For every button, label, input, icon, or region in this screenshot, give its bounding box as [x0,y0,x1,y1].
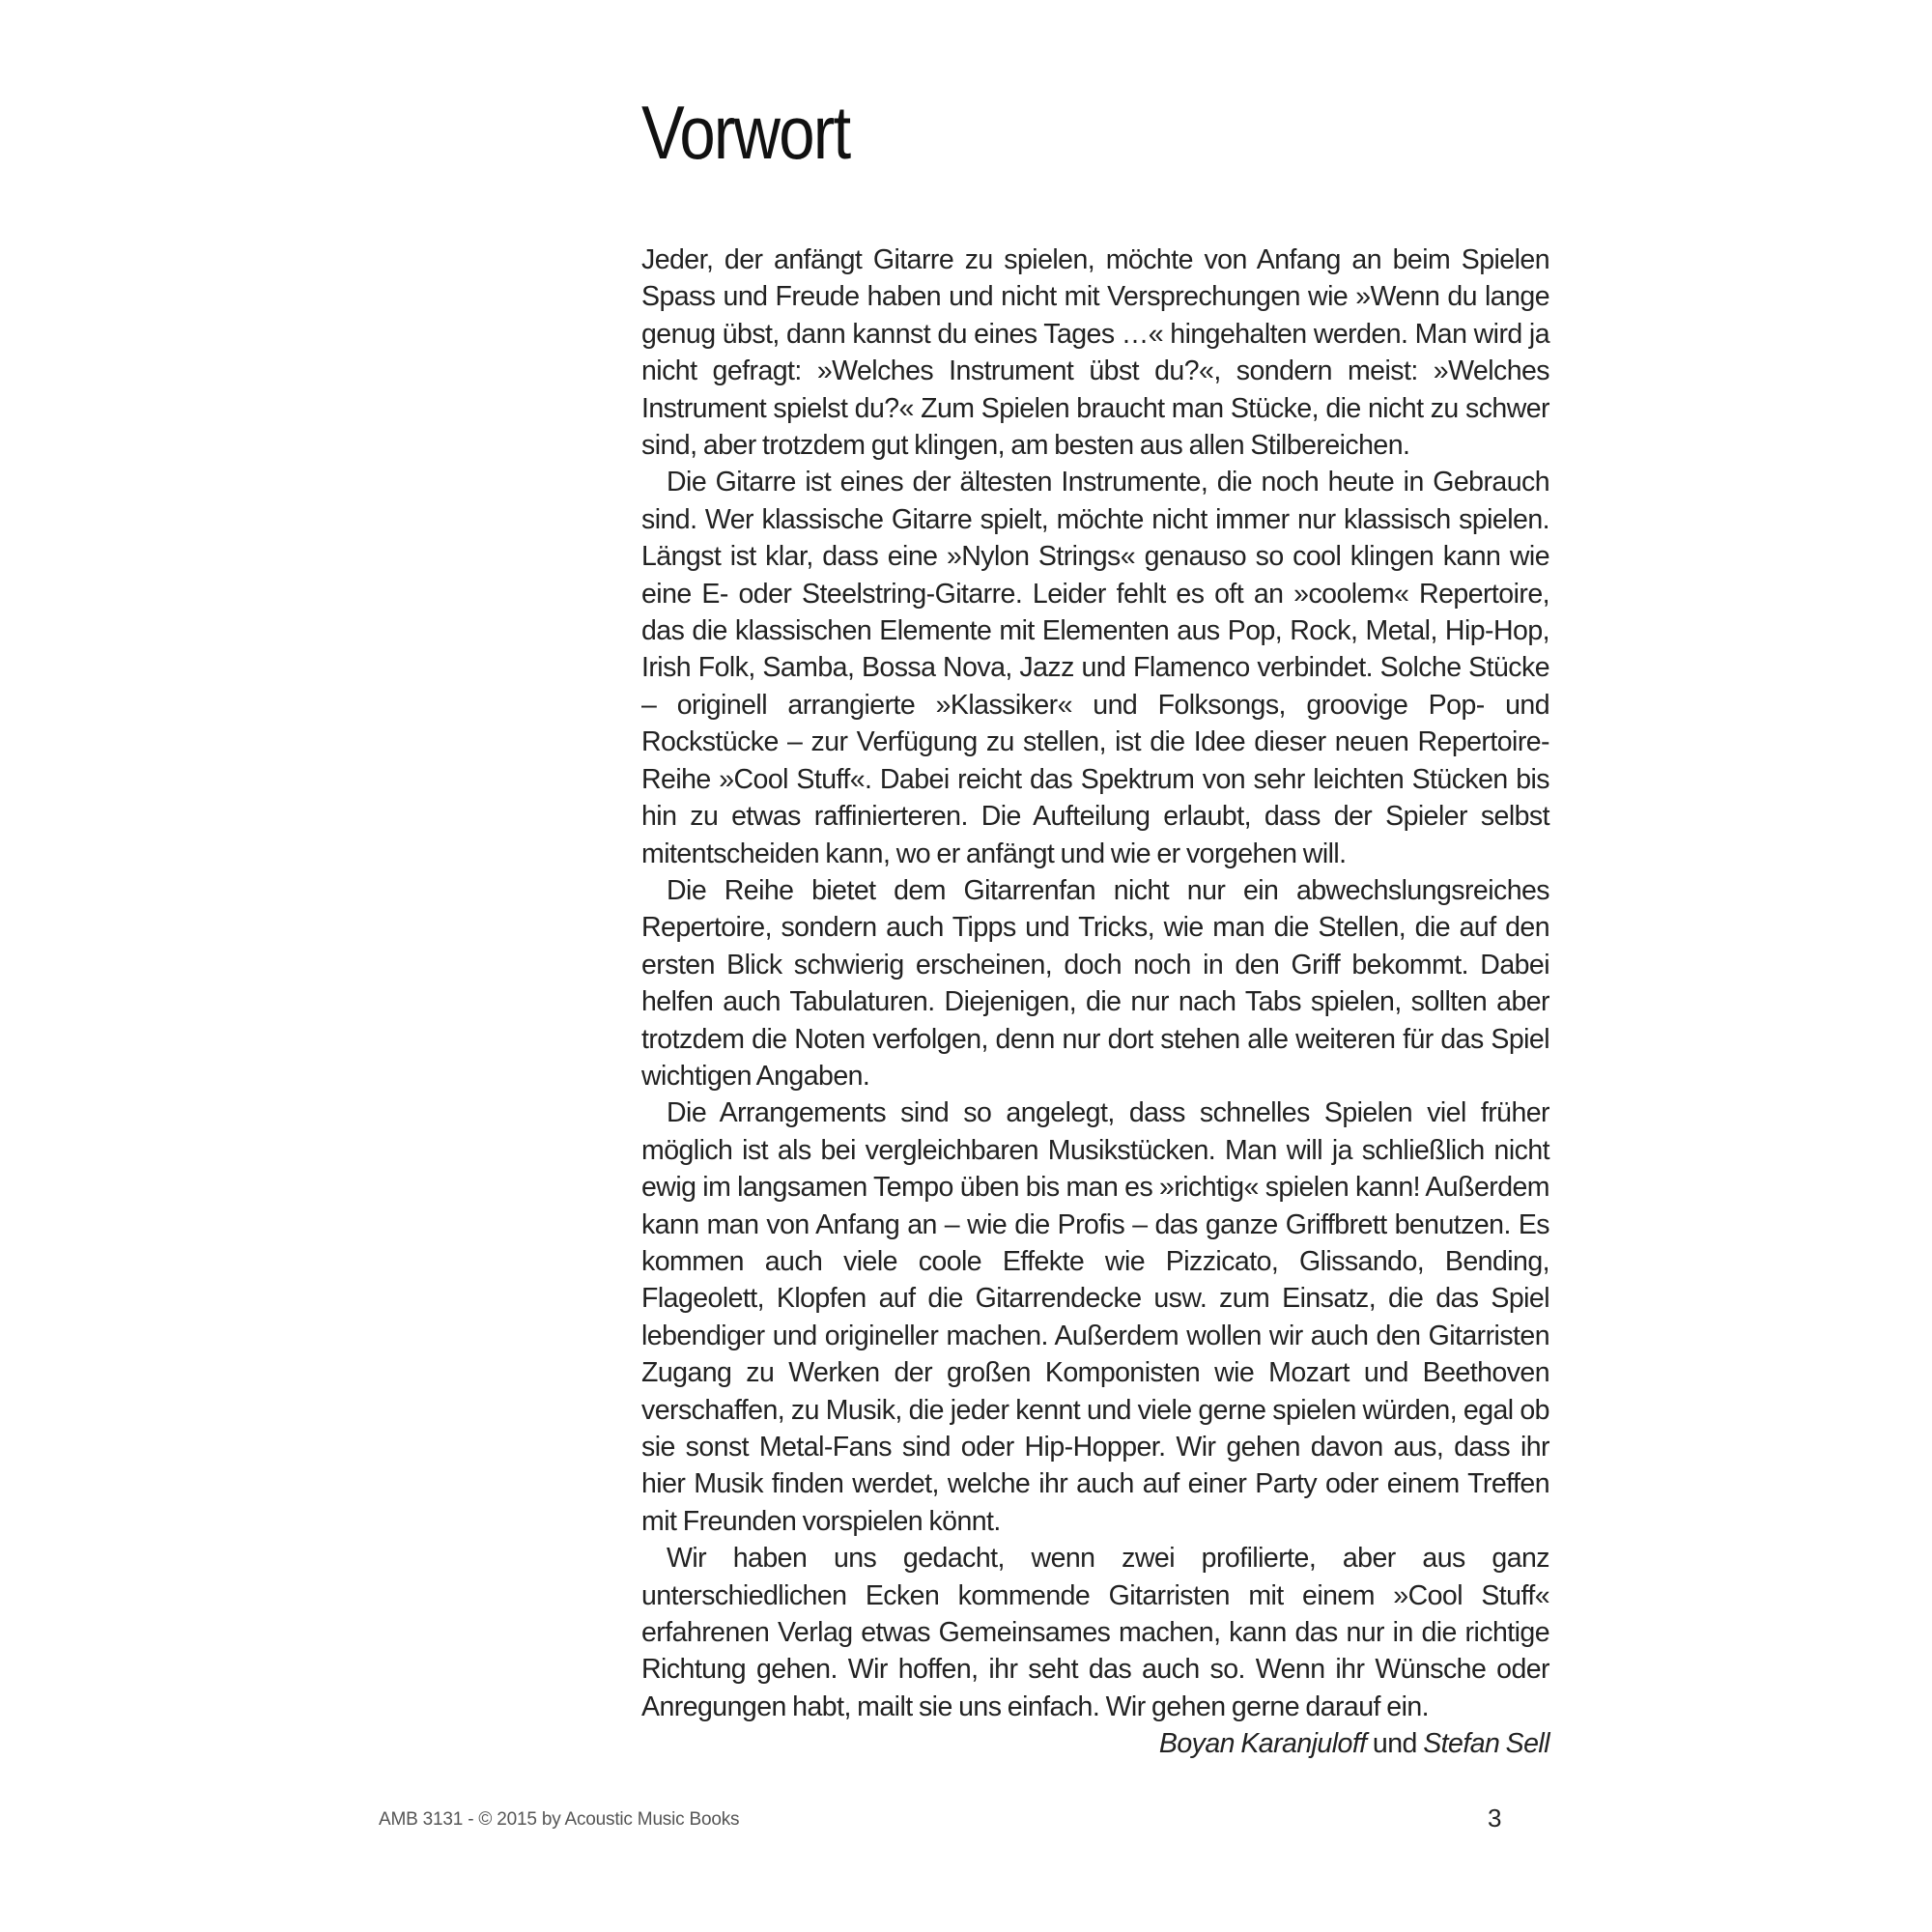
paragraph-1: Jeder, der anfängt Gitarre zu spielen, möchte von Anfang an beim Spielen Spass und Freude haben und nicht mit Versprechungen wie »Wenn du lange genug übst, dann kannst du eines Tages …« hingehalten werden. Man wird ja nicht gefragt: »Welches Instrument übst du?«, sondern meist: »Welches Instrument spielst du?« Zum Spielen braucht man Stücke, die nicht zu schwer sind, aber trotzdem gut klingen, am besten aus allen Stilbereichen. [641,244,1549,462]
author-name-2: Stefan Sell [1423,1728,1549,1760]
author-name-1: Boyan Karanjuloff [1158,1728,1367,1760]
paragraph-2: Die Gitarre ist eines der ältesten Instrumente, die noch heute in Gebrauch sind. Wer klassische Gitarre spielt, möchte nicht immer nur klassisch spielen. Längst ist klar, dass eine »Nylon Strings« genauso so cool klingen kann wie eine E- oder Steelstring-Gitarre. Leider fehlt es oft an »coolem« Repertoire, das die klassischen Elemente mit Elementen aus Pop, Rock, Metal, Hip-Hop, Irish Folk, Samba, Bossa Nova, Jazz und Flamenco verbindet. Solche Stücke – originell arrangierte »Klassiker« und Folksongs, groovige Pop- und Rockstücke – zur Verfügung zu stellen, ist die Idee dieser neuen Repertoire-Reihe »Cool Stuff«. Dabei reicht das Spektrum von sehr leichten Stücken bis hin zu etwas raffinierteren. Die Aufteilung erlaubt, dass der Spieler selbst mitentscheiden kann, wo er anfängt und wie er vorgehen will. [641,467,1549,869]
footer-copyright: AMB 3131 - © 2015 by Acoustic Music Books [379,1809,740,1830]
page-number: 3 [1488,1804,1502,1833]
foreword-body [641,242,1549,1763]
paragraph-3: Die Reihe bietet dem Gitarrenfan nicht nur ein abwechslungsreiches Repertoire, sondern auch Tipps und Tricks, wie man die Stellen, die auf den ersten Blick schwierig erscheinen, doch noch in den Griff bekommt. Dabei helfen auch Tabulaturen. Diejenigen, die nur nach Tabs spielen, sollten aber trotzdem die Noten verfolgen, denn nur dort stehen alle weiteren für das Spiel wichtigen Angaben. [641,874,1549,1092]
signature [641,1725,1549,1762]
paragraph-5: Wir haben uns gedacht, wenn zwei profilierte, aber aus ganz unterschiedlichen Ecken kommende Gitarristen mit einem »Cool Stuff« erfahrenen Verlag etwas Gemeinsames machen, kann das nur in die richtige Richtung gehen. Wir hoffen, ihr seht das auch so. Wenn ihr Wünsche oder Anregungen habt, mailt sie uns einfach. Wir gehen gerne darauf ein. [641,1543,1549,1722]
paragraph-4: Die Arrangements sind so angelegt, dass schnelles Spielen viel früher möglich ist als bei vergleichbaren Musikstücken. Man will ja schließlich nicht ewig im langsamen Tempo üben bis man es »richtig« spielen kann! Außerdem kann man von Anfang an – wie die Profis – das ganze Griffbrett benutzen. Es kommen auch viele coole Effekte wie Pizzicato, Glissando, Bending, Flageolett, Klopfen auf die Gitarrendecke usw. zum Einsatz, die das Spiel lebendiger und origineller machen. Außerdem wollen wir auch den Gitarristen Zugang zu Werken der großen Komponisten wie Mozart und Beethoven verschaffen, zu Musik, die jeder kennt und viele gerne spielen würden, egal ob sie sonst Metal-Fans sind oder Hip-Hopper. Wir gehen davon aus, dass ihr hier Musik finden werdet, welche ihr auch auf einer Party oder einem Treffen mit Freunden vorspielen könnt. [641,1097,1549,1537]
signature-conjunction: und [1366,1728,1424,1760]
page-title: Vorwort [641,90,850,175]
